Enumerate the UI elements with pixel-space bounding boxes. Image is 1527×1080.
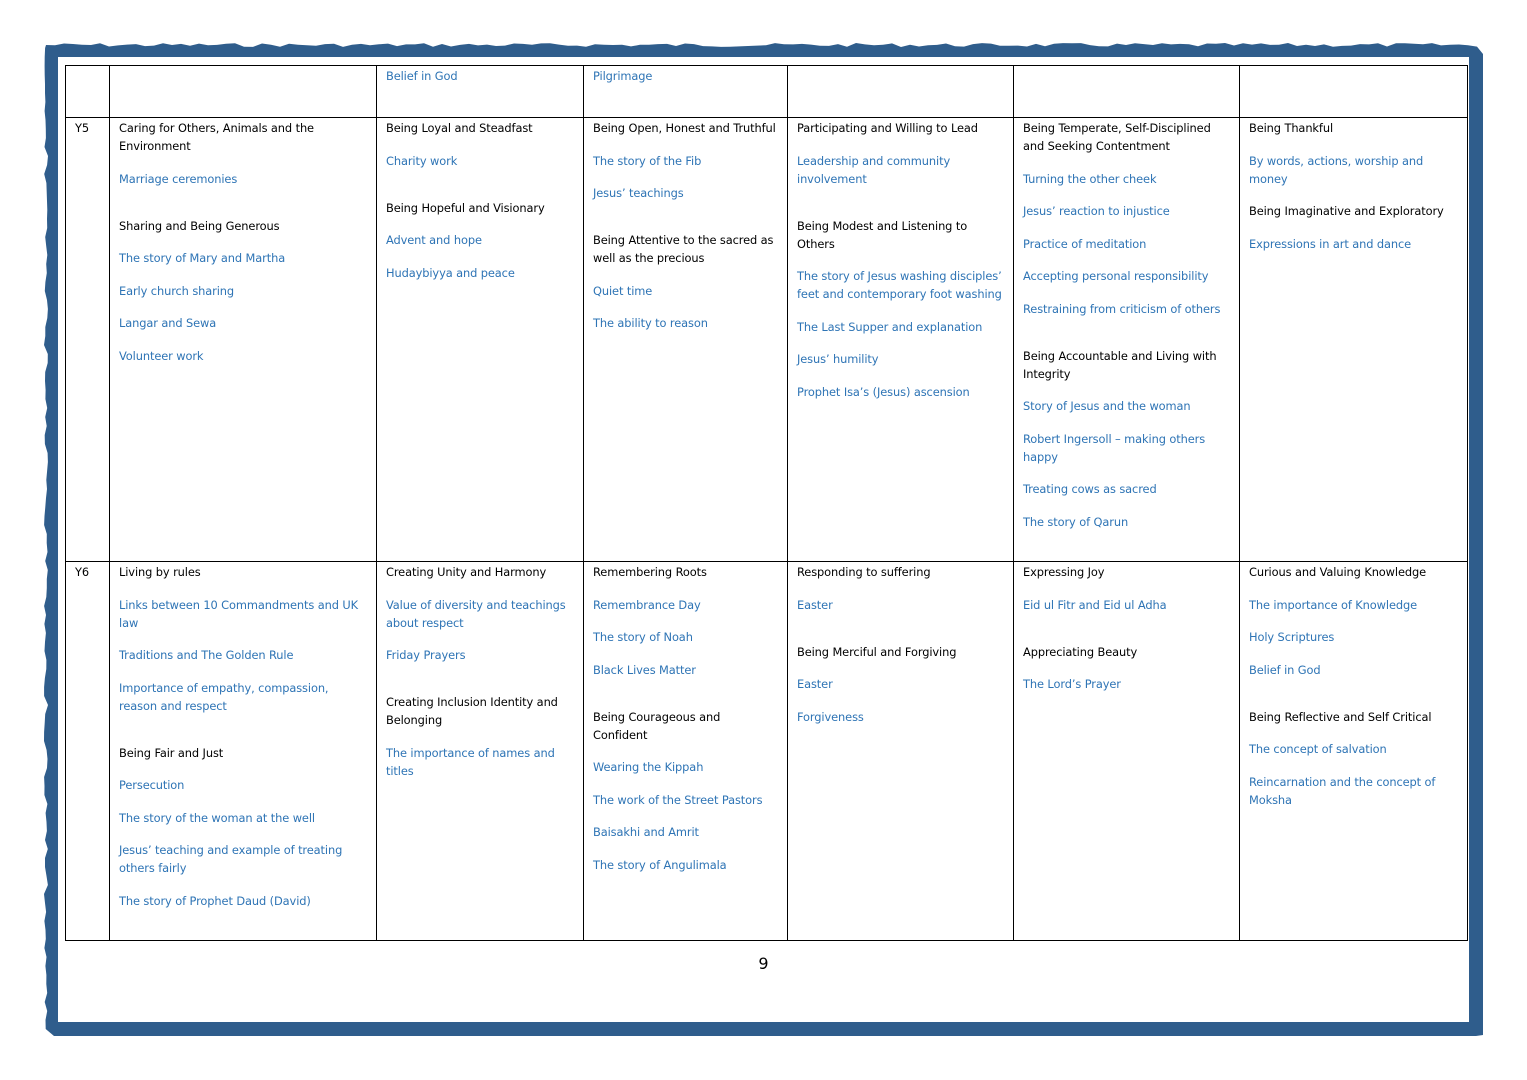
theme-heading: Appreciating Beauty [1023, 644, 1138, 659]
topic-item: Importance of empathy, compassion, reason and respect [119, 680, 329, 713]
table-cell [1240, 562, 1468, 941]
theme-heading: Being Loyal and Steadfast [386, 121, 533, 135]
theme-heading: Being Attentive to the sacred as well as the precious [593, 233, 774, 265]
theme-heading: Being Thankful [1249, 121, 1334, 135]
spacer [593, 693, 778, 708]
topic-item: Turning the other cheek [1023, 171, 1157, 186]
topic-item: Reincarnation and the concept of Moksha [1249, 774, 1436, 807]
topic-item: Jesus’ reaction to injustice [1023, 204, 1170, 218]
topic-item: Pilgrimage [593, 69, 653, 83]
topic-item: The importance of names and titles [386, 745, 555, 778]
topic-item: Story of Jesus and the woman [1023, 399, 1191, 413]
table-cell [377, 66, 584, 118]
topic-item: Leadership and community involvement [797, 153, 951, 186]
spacer [386, 184, 574, 199]
spacer [1023, 332, 1230, 347]
theme-heading: Being Open, Honest and Truthful [593, 121, 776, 135]
topic-item: By words, actions, worship and money [1249, 153, 1424, 186]
table-cell [788, 118, 1014, 562]
topic-item: The Lord’s Prayer [1023, 677, 1121, 691]
topic-item: Black Lives Matter [593, 662, 696, 677]
table-cell [1014, 66, 1240, 118]
topic-item: Wearing the Kippah [593, 760, 704, 774]
topic-item: Accepting personal responsibility [1023, 269, 1209, 283]
curriculum-table [65, 65, 1468, 941]
topic-item: Belief in God [1249, 662, 1321, 677]
topic-item: Jesus’ teachings [593, 186, 684, 200]
table-cell [110, 66, 377, 118]
theme-heading: Being Hopeful and Visionary [386, 200, 545, 215]
table-cell [110, 562, 377, 941]
topic-item: Value of diversity and teachings about respect [386, 597, 566, 630]
topic-item: Easter [797, 677, 833, 691]
year-cell: Y5 [66, 118, 110, 562]
topic-item: Hudaybiyya and peace [386, 265, 515, 280]
theme-heading: Being Merciful and Forgiving [797, 644, 957, 659]
theme-heading: Being Accountable and Living with Integrity [1023, 348, 1217, 381]
table-cell [1014, 562, 1240, 941]
spacer [386, 679, 574, 694]
theme-heading: Being Temperate, Self-Disciplined and Seeking Contentment [1023, 121, 1211, 153]
topic-item: The story of the Fib [593, 153, 702, 168]
topic-item: Restraining from criticism of others [1023, 301, 1221, 316]
topic-item: Charity work [386, 153, 458, 168]
table-cell [1240, 118, 1468, 562]
topic-item: Forgiveness [797, 709, 864, 724]
spacer [1023, 628, 1230, 643]
theme-heading: Being Imaginative and Exploratory [1249, 204, 1444, 218]
table-cell [110, 118, 377, 562]
topic-item: Persecution [119, 778, 185, 792]
topic-item: Jesus’ humility [797, 352, 879, 366]
topic-item: Baisakhi and Amrit [593, 825, 699, 839]
spacer [119, 729, 367, 744]
spacer [797, 628, 1004, 643]
topic-item: Friday Prayers [386, 648, 466, 662]
table-cell [788, 66, 1014, 118]
topic-item: Eid ul Fitr and Eid ul Adha [1023, 597, 1167, 612]
spacer [1249, 693, 1458, 708]
topic-item: Quiet time [593, 283, 653, 298]
topic-item: Prophet Isa’s (Jesus) ascension [797, 384, 970, 399]
theme-heading: Sharing and Being Generous [119, 218, 280, 233]
table-cell [584, 66, 788, 118]
table-row [66, 562, 1468, 941]
theme-heading: Caring for Others, Animals and the Environment [119, 121, 314, 153]
topic-item: Jesus’ teaching and example of treating others fairly [119, 843, 343, 875]
theme-heading: Creating Unity and Harmony [386, 565, 547, 579]
topic-item: Langar and Sewa [119, 316, 217, 330]
theme-heading: Expressing Joy [1023, 565, 1105, 579]
topic-item: The story of Prophet Daud (David) [119, 893, 311, 908]
topic-item: Practice of meditation [1023, 236, 1147, 251]
topic-item: Remembrance Day [593, 597, 701, 612]
theme-heading: Remembering Roots [593, 565, 707, 579]
topic-item: Early church sharing [119, 283, 235, 298]
year-cell [66, 66, 110, 118]
table-cell [377, 118, 584, 562]
spacer [593, 217, 778, 232]
topic-item: The story of the woman at the well [119, 810, 315, 825]
table-row [66, 66, 1468, 118]
topic-item: Links between 10 Commandments and UK law [119, 597, 359, 630]
topic-item: Belief in God [386, 69, 458, 83]
table-cell [584, 118, 788, 562]
theme-heading: Being Reflective and Self Critical [1249, 709, 1432, 724]
spacer [797, 202, 1004, 217]
table-cell [1014, 118, 1240, 562]
topic-item: The story of Noah [593, 630, 693, 644]
spacer [119, 202, 367, 217]
table-cell [584, 562, 788, 941]
year-cell: Y6 [66, 562, 110, 941]
topic-item: Robert Ingersoll – making others happy [1023, 431, 1206, 464]
topic-item: Holy Scriptures [1249, 630, 1335, 644]
table-cell [788, 562, 1014, 941]
theme-heading: Responding to suffering [797, 565, 931, 579]
theme-heading: Participating and Willing to Lead [797, 121, 978, 135]
topic-item: Volunteer work [119, 348, 204, 363]
table-cell [377, 562, 584, 941]
topic-item: Treating cows as sacred [1023, 482, 1157, 496]
topic-item: Marriage ceremonies [119, 171, 238, 186]
topic-item: The story of Angulimala [593, 857, 727, 872]
topic-item: The concept of salvation [1249, 742, 1387, 756]
theme-heading: Curious and Valuing Knowledge [1249, 565, 1427, 579]
theme-heading: Being Fair and Just [119, 745, 224, 760]
topic-item: The work of the Street Pastors [593, 792, 763, 807]
table-cell [1240, 66, 1468, 118]
topic-item: Traditions and The Golden Rule [119, 648, 294, 662]
topic-item: The Last Supper and explanation [797, 319, 983, 334]
page-number: 9 [758, 954, 769, 973]
theme-heading: Being Modest and Listening to Others [797, 218, 968, 251]
theme-heading: Living by rules [119, 565, 201, 579]
theme-heading: Being Courageous and Confident [593, 709, 721, 742]
topic-item: The importance of Knowledge [1249, 597, 1418, 612]
topic-item: The story of Mary and Martha [119, 251, 286, 265]
topic-item: Easter [797, 597, 833, 612]
theme-heading: Creating Inclusion Identity and Belonging [386, 695, 558, 727]
topic-item: Advent and hope [386, 233, 482, 247]
topic-item: The ability to reason [593, 316, 708, 330]
topic-item: The story of Qarun [1023, 514, 1129, 529]
table-row [66, 118, 1468, 562]
topic-item: Expressions in art and dance [1249, 236, 1412, 251]
topic-item: The story of Jesus washing disciples’ feet and contemporary foot washing [797, 269, 1002, 301]
